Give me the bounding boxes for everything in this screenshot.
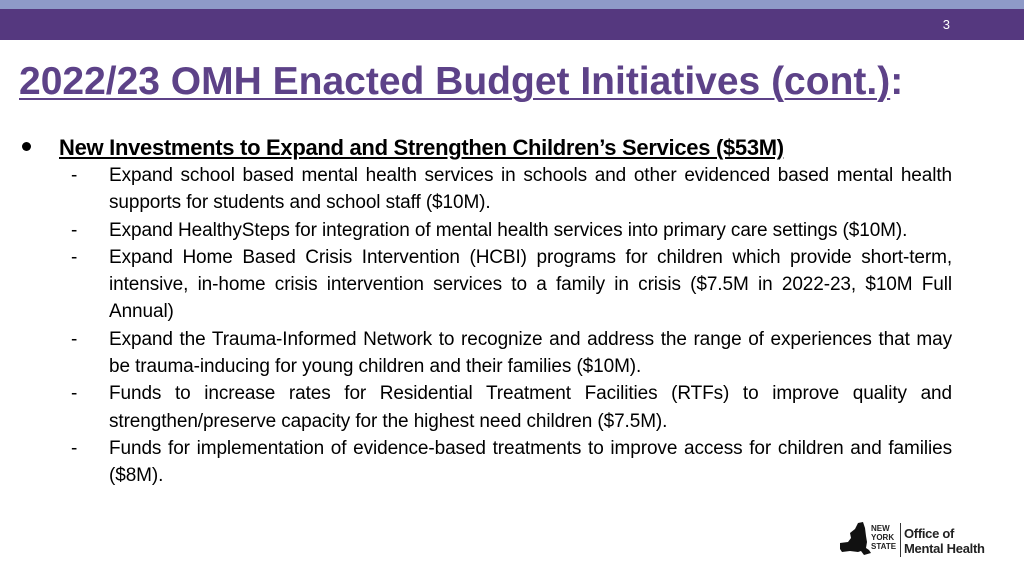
new-york-state-map-icon (838, 521, 872, 559)
header-bar (0, 9, 1024, 40)
slide-number: 3 (942, 17, 950, 32)
logo-state-line: YORK (871, 533, 895, 542)
slide-title (19, 57, 903, 107)
sub-item (22, 217, 952, 244)
logo-office-line: Office of (904, 526, 955, 541)
sub-item (22, 435, 952, 490)
sub-item (22, 326, 952, 381)
sub-item-list (22, 162, 952, 490)
dash-marker: - (71, 437, 78, 459)
bullet-item (22, 134, 952, 162)
slide-title-text: 2022/23 OMH Enacted Budget Initiatives (cont.) (19, 60, 891, 103)
content-area (22, 134, 952, 490)
sub-item-text: Expand school based mental health services in schools and other evidenced based mental health supports for students and school staff ($10M). (109, 165, 952, 214)
sub-item-text: Funds for implementation of evidence-based treatments to improve access for children and families ($8M). (109, 437, 952, 487)
omh-logo (838, 521, 988, 561)
dash-marker: - (71, 165, 78, 186)
dash-marker: - (71, 219, 78, 241)
sub-item (22, 244, 952, 326)
logo-divider (900, 523, 901, 557)
logo-state-name (871, 524, 896, 551)
sub-item-text: Expand the Trauma-Informed Network to recognize and address the range of experiences that may be trauma-inducing for young children and their families ($10M). (109, 328, 952, 378)
logo-state-line: NEW (871, 524, 890, 533)
bullet-dot-icon (22, 142, 31, 151)
top-accent-bar (0, 0, 1024, 9)
logo-office-line: Mental Health (904, 541, 985, 556)
dash-marker: - (71, 383, 78, 405)
sub-item (22, 162, 952, 217)
section-heading: New Investments to Expand and Strengthen Children’s Services ($53M) (59, 135, 784, 160)
dash-marker: - (71, 246, 78, 268)
logo-office-name (904, 526, 985, 556)
dash-marker: - (71, 328, 78, 350)
logo-state-line: STATE (871, 542, 897, 551)
slide-title-colon: : (890, 60, 904, 103)
sub-item-text: Expand Home Based Crisis Intervention (HCBI) programs for children which provide short-term, intensive, in-home crisis intervention services to a family in crisis ($7.5M in 2022-23, $10M Full Annual) (109, 246, 952, 323)
sub-item (22, 380, 952, 435)
sub-item-text: Expand HealthySteps for integration of mental health services into primary care settings ($10M). (109, 219, 908, 241)
sub-item-text: Funds to increase rates for Residential Treatment Facilities (RTFs) to improve quality and strengthen/preserve capacity for the highest need children ($7.5M). (109, 383, 952, 432)
